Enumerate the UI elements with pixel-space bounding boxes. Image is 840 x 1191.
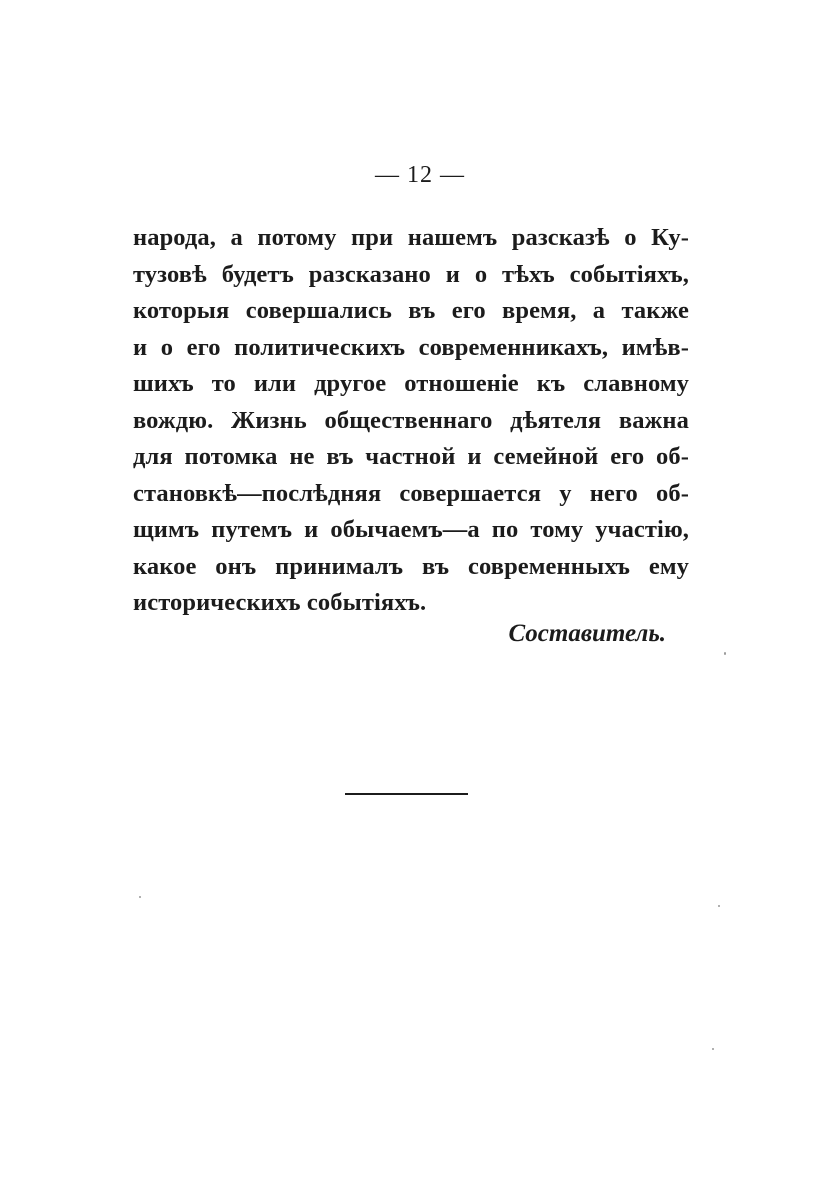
body-text <box>133 220 689 622</box>
text-line: которыя совершались въ его время, а также <box>133 297 689 324</box>
signature: Составитель. <box>508 620 666 647</box>
paper-speck <box>712 1048 714 1050</box>
text-line: шихъ то или другое отношеніе къ славному <box>133 370 689 397</box>
text-line: тузовѣ будетъ разсказано и о тѣхъ событіяхъ, <box>133 260 689 288</box>
text-line: для потомка не въ частной и семейной его об- <box>133 443 689 470</box>
text-line: народа, а потому при нашемъ разсказѣ о Ку- <box>133 224 689 251</box>
text-line: щимъ путемъ и обычаемъ—а по тому участію, <box>133 516 689 543</box>
text-line: и о его политическихъ современникахъ, имѣв- <box>133 333 689 361</box>
section-divider <box>345 793 468 795</box>
paper-speck <box>718 905 720 907</box>
paper-speck <box>724 652 726 655</box>
text-line: историческихъ событіяхъ. <box>133 589 427 616</box>
text-line: какое онъ принималъ въ современныхъ ему <box>133 552 689 580</box>
page-number: — 12 — <box>375 162 465 188</box>
text-line: становкѣ—послѣдняя совершается у него об- <box>133 479 689 507</box>
paper-speck <box>139 896 141 898</box>
text-line: вождю. Жизнь общественнаго дѣятеля важна <box>133 406 689 434</box>
